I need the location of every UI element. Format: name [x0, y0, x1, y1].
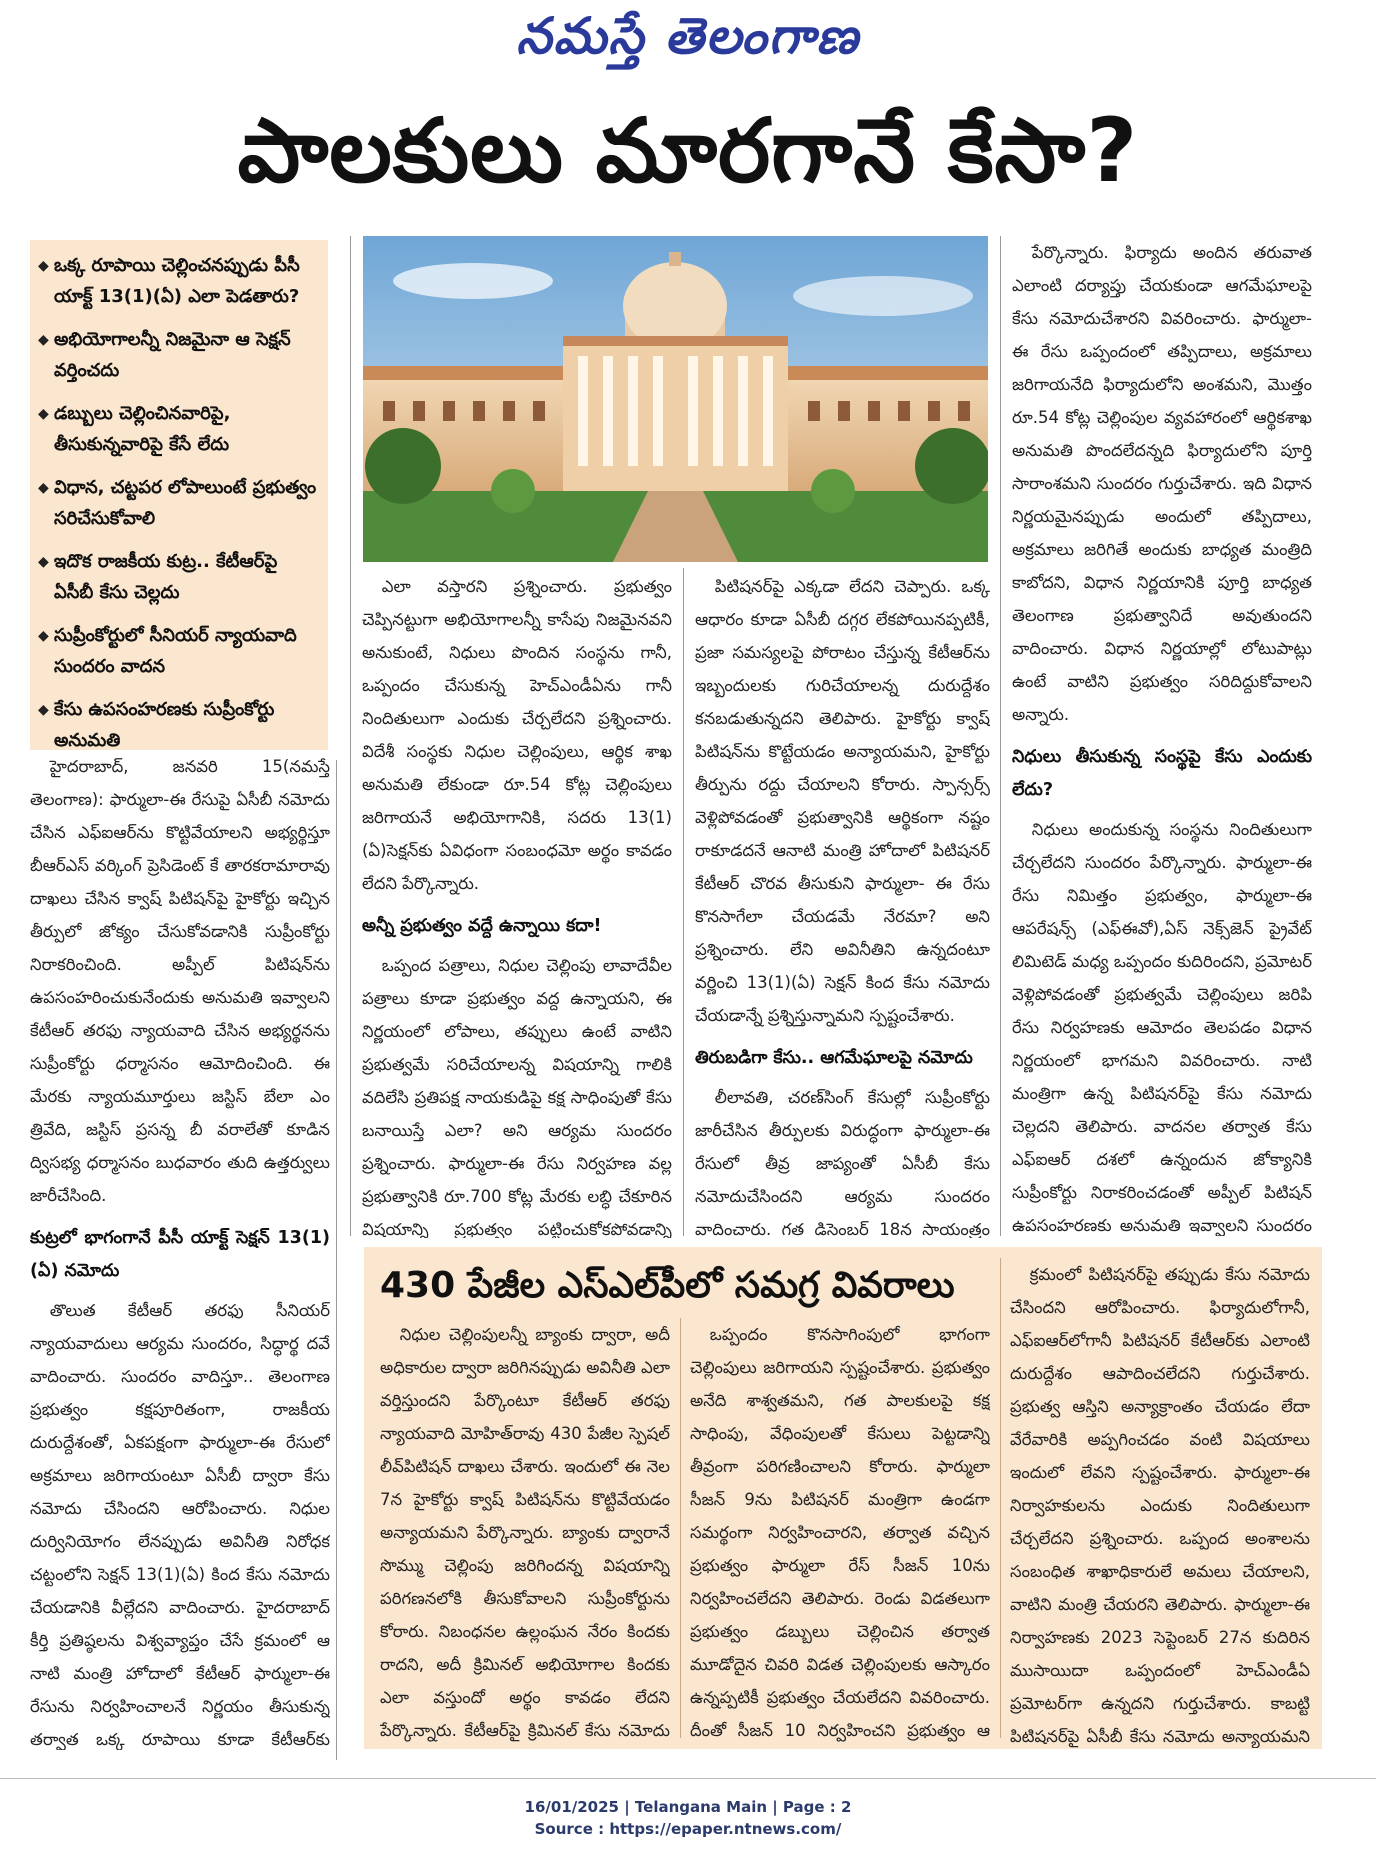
article-paragraph: పిటిషనర్‌పై ఎక్కడా లేదని చెప్పారు. ఒక్క ఆధారం కూడా ఏసీబీ దగ్గర లేకపోయినప్పటికీ, ప్రజా సమస్యలపై పోరాటం చేస్తున్న కేటీఆర్‌ను ఇబ్బందులకు గురిచేయాలన్న దురుద్దేశం కనబడుతున్నదని తెలిపారు. హైకోర్టు క్వాష్ పిటిషన్‌ను కొట్టేయడం అన్యాయమని, హైకోర్టు తీర్పును రద్దు చేయాలని కోరారు. స్పాన్సర్స్ వెళ్లిపోవడంతో ప్రభుత్వానికి ఆర్థికంగా నష్టం రాకూడదనే ఆనాటి మంత్రి హోదాలో పిటిషనర్ కేటీఆర్ చొరవ తీసుకుని ఫార్ములా- ఈ రేసు కొనసాగేలా చేయడమే నేరమా? అని ప్రశ్నించారు. లేని అవినీతిని ఉన్నదంటూ వర్ణించి 13(1)(ఏ) సెక్షన్ కింద కేసు నమోదు చేయడాన్నే ప్రశ్నిస్తున్నామని స్పష్టంచేశారు.: [695, 577, 990, 1025]
subheading: కుట్రలో భాగంగానే పీసీ యాక్ట్ సెక్షన్ 13(1)(ఏ) నమోదు: [30, 1228, 330, 1281]
highlight-item: ◆ డబ్బులు చెల్లించినవారిపై, తీసుకున్నవారిపై కేసే లేదు: [38, 398, 320, 460]
article-paragraph: ఒప్పంద పత్రాలు, నిధుల చెల్లింపు లావాదేవీల పత్రాలు కూడా ప్రభుత్వం వద్ద ఉన్నాయని, ఈ నిర్ణయంలో లోపాలు, తప్పులు ఉంటే వాటిని ప్రభుత్వమే సరిచేయాలన్న విషయాన్ని గాలికి వదిలేసి ప్రతిపక్ష నాయకుడిపై కక్ష సాధింపుతో కేసు బనాయిస్తే ఎలా? అని ఆర్యమ సుందరం ప్రశ్నించారు. ఫార్ములా-ఈ రేసు నిర్వహణ వల్ల ప్రభుత్వానికి రూ.700 కోట్ల మేరకు లబ్ధి చేకూరిన విషయాన్ని ప్రభుత్వం పట్టించుకోకపోవడాన్ని: [362, 956, 672, 1238]
highlight-item: ◆ ఇదొక రాజకీయ కుట్ర.. కేటీఆర్‌పై ఏసీబీ కేసు చెల్లదు: [38, 546, 320, 608]
article-paragraph: పేర్కొన్నారు. ఫిర్యాదు అందిన తరువాత ఎలాంటి దర్యాప్తు చేయకుండా ఆగమేఘాలపై కేసు నమోదుచేశారని వివరించారు. ఫార్ములా- ఈ రేసు ఒప్పందంలో తప్పిదాలు, అక్రమాలు జరిగాయనేది ఫిర్యాదులోని అంశమని, మొత్తం రూ.54 కోట్ల చెల్లింపుల వ్యవహారంలో ఆర్థికశాఖ అనుమతి పొందలేదన్నది ఫిర్యాదులోని పూర్తి సారాంశమని సుందరం గుర్తుచేశారు. ఇది విధాన నిర్ణయమైనప్పుడు అందులో తప్పిదాలు, అక్రమాలు జరిగితే అందుకు బాధ్యత మంత్రిది కాబోదని, విధాన నిర్ణయానికి పూర్తి బాధ్యత తెలంగాణ ప్రభుత్వానిదే అవుతుందని వాదించారు. విధాన నిర్ణయాల్లో లోటుపాట్లు ఉంటే వాటిని ప్రభుత్వం సరిదిద్దుకోవాలని అన్నారు.: [1012, 243, 1312, 724]
article-column-2: [362, 570, 672, 1238]
article-paragraph: ఒప్పందం కొనసాగింపులో భాగంగా చెల్లింపులు జరిగాయని స్పష్టంచేశారు. ప్రభుత్వం అనేది శాశ్వతమని, గత పాలకులపై కక్ష సాధింపు, వేధింపులతో కేసులు పెట్టడాన్ని తీవ్రంగా పరిగణించాలని కోరారు. ఫార్ములా సీజన్ 9ను పిటిషనర్ మంత్రిగా ఉండగా సమర్థంగా నిర్వహించారని, తర్వాత వచ్చిన ప్రభుత్వం ఫార్ములా రేస్ సీజన్ 10ను నిర్వహించలేదని తెలిపారు. రెండు విడతలుగా ప్రభుత్వం డబ్బులు చెల్లించిన తర్వాత మూడోదైన చివరి విడత చెల్లింపులకు ఆస్కారం ఉన్నప్పటికీ ప్రభుత్వం చేయలేదని వివరించారు. దీంతో సీజన్ 10 నిర్వహించని ప్రభుత్వం ఆ: [690, 1325, 990, 1740]
highlight-item: ◆ కేసు ఉపసంహరణకు సుప్రీంకోర్టు అనుమతి: [38, 694, 320, 756]
article-column-3: [695, 570, 990, 1238]
diamond-icon: ◆: [38, 702, 49, 718]
article-column-4: [1012, 236, 1312, 1236]
highlight-item: ◆ ఒక్క రూపాయి చెల్లించనప్పుడు పీసీ యాక్ట్ 13(1)(ఏ) ఎలా పెడతారు?: [38, 250, 320, 312]
boxed-column-2: [690, 1318, 990, 1748]
highlight-item: ◆ అభియోగాలన్నీ నిజమైనా ఆ సెక్షన్ వర్తించదు: [38, 324, 320, 386]
article-paragraph: ఎలా వస్తారని ప్రశ్నించారు. ప్రభుత్వం చెప్పినట్టుగా అభియోగాలన్నీ కాసేపు నిజమైనవని అనుకుంటే, నిధులు పొందిన సంస్థను గానీ, ఒప్పందం చేసుకున్న హెచ్‌ఎండీఏను గానీ నిందితులుగా ఎందుకు చేర్చలేదని ప్రశ్నించారు. విదేశీ సంస్థకు నిధుల చెల్లింపులు, ఆర్థిక శాఖ అనుమతి లేకుండా రూ.54 కోట్ల చెల్లింపులు జరిగాయనే అభియోగానికి, సదరు 13(1)(ఏ)సెక్షన్‌కు ఏవిధంగా సంబంధమో అర్థం కావడం లేదని పేర్కొన్నారు.: [362, 577, 672, 893]
boxed-story-title: 430 పేజీల ఎస్‌ఎల్‌పీలో సమగ్ర వివరాలు: [380, 1265, 955, 1306]
page-footer: [0, 1796, 1376, 1840]
subheading: తిరుబడిగా కేసు.. ఆగమేఘాలపై నమోదు: [695, 1048, 973, 1068]
diamond-icon: ◆: [38, 554, 49, 570]
article-paragraph: నిధుల చెల్లింపులన్నీ బ్యాంకు ద్వారా, అదీ అధికారుల ద్వారా జరిగినప్పుడు అవినీతి ఎలా వర్తిస్తుందని పేర్కొంటూ కేటీఆర్ తరఫు న్యాయవాది మోహిత్‌రావు 430 పేజీల స్పెషల్ లీవ్‌పిటిషన్ దాఖలు చేశారు. ఇందులో ఈ నెల 7న హైకోర్టు క్వాష్ పిటిషన్‌ను కొట్టివేయడం అన్యాయమని పేర్కొన్నారు. బ్యాంకు ద్వారానే సొమ్ము చెల్లింపు జరిగిందన్న విషయాన్ని పరిగణనలోకి తీసుకోవాలని సుప్రీంకోర్టును కోరారు. నిబంధనల ఉల్లంఘన నేరం కిందకు రాదని, అదీ క్రిమినల్ అభియోగాల కిందకు ఎలా వస్తుందో అర్థం కావడం లేదని పేర్కొన్నారు. కేటీఆర్‌పై క్రిమినల్ కేసు నమోదు: [380, 1325, 670, 1740]
highlight-item: ◆ సుప్రీంకోర్టులో సీనియర్ న్యాయవాది సుందరం వాదన: [38, 620, 320, 682]
footer-source-link[interactable]: Source : https://epaper.ntnews.com/: [534, 1820, 842, 1838]
subheading: అన్నీ ప్రభుత్వం వద్దే ఉన్నాయి కదా!: [362, 916, 602, 936]
boxed-column-3: [1010, 1258, 1310, 1748]
diamond-icon: ◆: [38, 480, 49, 496]
article-paragraph: హైదరాబాద్, జనవరి 15(నమస్తే తెలంగాణ): ఫార్ములా-ఈ రేసుపై ఏసీబీ నమోదు చేసిన ఎఫ్‌ఐఆర్‌ను కొట్టివేయాలని అభ్యర్థిస్తూ బీఆర్‌ఎస్ వర్కింగ్ ప్రెసిడెంట్ కే తారకరామారావు దాఖలు చేసిన క్వాష్ పిటిషన్‌పై హైకోర్టు ఇచ్చిన తీర్పులో జోక్యం చేసుకోవడానికి సుప్రీంకోర్టు నిరాకరించింది. అప్పీల్ పిటిషన్‌ను ఉపసంహరించుకునేందుకు అనుమతి ఇవ్వాలని కేటీఆర్ తరఫు న్యాయవాది చేసిన అభ్యర్థనను సుప్రీంకోర్టు ధర్మాసనం ఆమోదించింది. ఈ మేరకు న్యాయమూర్తులు జస్టిస్ బేలా ఎం త్రివేది, జస్టిస్ ప్రసన్న బీ వరాలేతో కూడిన ద్విసభ్య ధర్మాసనం బుధవారం తుది ఉత్తర్వులు జారీచేసింది.: [30, 757, 330, 1205]
diamond-icon: ◆: [38, 628, 49, 644]
masthead-logo: నమస్తే తెలంగాణ: [516, 6, 860, 65]
page-headline: పాలకులు మారగానే కేసా?: [237, 99, 1139, 202]
article-paragraph: క్రమంలో పిటిషనర్‌పై తప్పుడు కేసు నమోదు చేసిందని ఆరోపించారు. ఫిర్యాదులోగానీ, ఎఫ్‌ఐఆర్‌లోగానీ పిటిషనర్ కేటీఆర్‌కు ఎలాంటి దురుద్దేశం ఆపాదించలేదని గుర్తుచేశారు. ప్రభుత్వ ఆస్తిని అన్యాక్రాంతం చేయడం లేదా వేరేవారికి అప్పగించడం వంటి విషయాలు ఇందులో లేవని స్పష్టంచేశారు. ఫార్ములా-ఈ నిర్వాహకులను ఎందుకు నిందితులుగా చేర్చలేదని ప్రశ్నించారు. ఒప్పంద అంశాలను సంబంధిత శాఖాధికారులే అమలు చేయాలని, వాటిని మంత్రి చేయరని తెలిపారు. ఫార్ములా-ఈ నిర్వాహణకు 2023 సెప్టెంబర్ 27న కుదిరిన ముసాయిదా ఒప్పందంలో హెచ్‌ఎండీఏ ప్రమోటర్‌గా ఉన్నదని గుర్తుచేశారు. కాబట్టి పిటిషనర్‌పై ఏసీబీ కేసు నమోదు అన్యాయమని: [1010, 1265, 1310, 1746]
diamond-icon: ◆: [38, 258, 49, 274]
highlights-box: [30, 240, 328, 750]
highlight-item: ◆ విధాన, చట్టపర లోపాలుంటే ప్రభుత్వం సరిచేసుకోవాలి: [38, 472, 320, 534]
supreme-court-photo: [363, 236, 988, 562]
article-paragraph: లీలావతి, చరణ్‌సింగ్ కేసుల్లో సుప్రీంకోర్టు జారీచేసిన తీర్పులకు విరుద్ధంగా ఫార్ములా-ఈ రేసులో తీవ్ర జాప్యంతో ఏసీబీ కేసు నమోదుచేసిందని ఆర్యమ సుందరం వాదించారు. గత డిసెంబర్ 18న సాయంత్రం: [695, 1088, 990, 1238]
article-column-1: [30, 750, 330, 1750]
diamond-icon: ◆: [38, 332, 49, 348]
article-paragraph: నిధులు అందుకున్న సంస్థను నిందితులుగా చేర్చలేదని సుందరం పేర్కొన్నారు. ఫార్ములా-ఈ రేసు నిమిత్తం ప్రభుత్వం, ఫార్ములా-ఈ ఆపరేషన్స్ (ఎఫ్‌ఈవో),ఏస్ నెక్స్‌జెన్ ప్రైవేట్ లిమిటెడ్ మధ్య ఒప్పందం కుదిరిందని, ప్రమోటర్ వెళ్లిపోవడంతో ప్రభుత్వమే చెల్లింపులు జరిపి రేసు నిర్వహణకు ఆమోదం తెలపడం విధాన నిర్ణయంలో భాగమని వివరించారు. నాటి మంత్రిగా ఉన్న పిటిషనర్‌పై కేసు నమోదు చెల్లదని తెలిపారు. వాదనల తర్వాత కేసు ఎఫ్‌ఐఆర్ దశలో ఉన్నందున జోక్యానికి సుప్రీంకోర్టు నిరాకరించడంతో అప్పీల్ పిటిషన్ ఉపసంహరణకు అనుమతి ఇవ్వాలని సుందరం: [1012, 820, 1312, 1235]
footer-date-edition: 16/01/2025 | Telangana Main | Page : 2: [524, 1798, 852, 1816]
diamond-icon: ◆: [38, 406, 49, 422]
boxed-column-1: [380, 1318, 670, 1748]
article-paragraph: తొలుత కేటీఆర్ తరఫు సీనియర్ న్యాయవాదులు ఆర్యమ సుందరం, సిద్ధార్థ దవే వాదించారు. సుందరం వాదిస్తూ.. తెలంగాణ ప్రభుత్వం కక్షపూరితంగా, రాజకీయ దురుద్దేశంతో, ఏకపక్షంగా ఫార్ములా-ఈ రేసులో అక్రమాలు జరిగాయంటూ ఏసీబీ ద్వారా కేసు నమోదు చేసిందని ఆరోపించారు. నిధుల దుర్వినియోగం లేనప్పుడు అవినీతి నిరోధక చట్టంలోని సెక్షన్ 13(1)(ఏ) కింద కేసు నమోదు చేయడానికి వీల్లేదని వాదించారు. హైదరాబాద్ కీర్తి ప్రతిష్ఠలను విశ్వవ్యాప్తం చేసే క్రమంలో ఆ నాటి మంత్రి హోదాలో కేటీఆర్ ఫార్ములా-ఈ రేసును నిర్వహించాలనే నిర్ణయం తీసుకున్న తర్వాత ఒక్క రూపాయి కూడా కేటీఆర్‌కు: [30, 1301, 330, 1749]
subheading: నిధులు తీసుకున్న సంస్థపై కేసు ఎందుకు లేదు?: [1012, 747, 1312, 800]
